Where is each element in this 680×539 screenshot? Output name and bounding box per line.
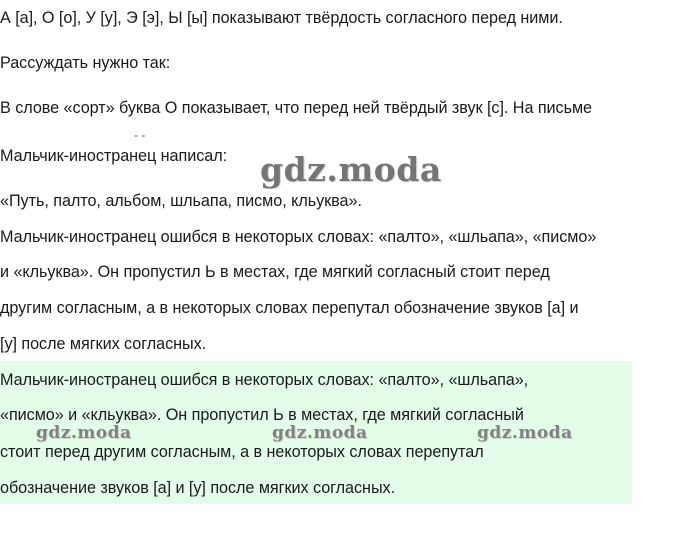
cut-off-text-fragment: - - (134, 128, 146, 142)
text-line-reasoning-intro: Рассуждать нужно так: (0, 54, 171, 72)
watermark-answer-right: gdz.moda (477, 423, 573, 443)
text-line-vowels-rule: А [а], О [о], У [у], Э [э], Ы [ы] показывают твёрдость согласного перед ними. (0, 9, 563, 27)
watermark-answer-left: gdz.moda (36, 423, 132, 443)
answer-line-1: Мальчик-иностранец ошибся в некоторых словах: «палто», «шльапа», (0, 371, 529, 389)
watermark-main: gdz.moda (260, 150, 442, 189)
answer-line-3: стоит перед другим согласным, а в некоторых словах перепутал (0, 443, 484, 461)
watermark-answer-center: gdz.moda (272, 423, 368, 443)
text-line-written-words: «Путь, палто, альбом, шльапа, писмо, кльуква». (0, 192, 362, 210)
text-line-mistakes-2: и «кльуква». Он пропустил Ь в местах, где мягкий согласный стоит перед (0, 263, 550, 281)
answer-line-4: обозначение звуков [а] и [у] после мягких согласных. (0, 479, 396, 497)
text-line-mistakes-1: Мальчик-иностранец ошибся в некоторых словах: «палто», «шльапа», «писмо» (0, 228, 597, 246)
text-line-mistakes-4: [у] после мягких согласных. (0, 335, 207, 353)
text-line-mistakes-3: другим согласным, а в некоторых словах перепутал обозначение звуков [а] и (0, 299, 579, 317)
answer-line-2: «писмо» и «кльуква». Он пропустил Ь в местах, где мягкий согласный (0, 406, 524, 424)
text-line-boy-wrote: Мальчик-иностранец написал: (0, 147, 228, 165)
text-line-example-sort: В слове «сорт» буква О показывает, что перед ней твёрдый звук [с]. На письме (0, 99, 593, 117)
